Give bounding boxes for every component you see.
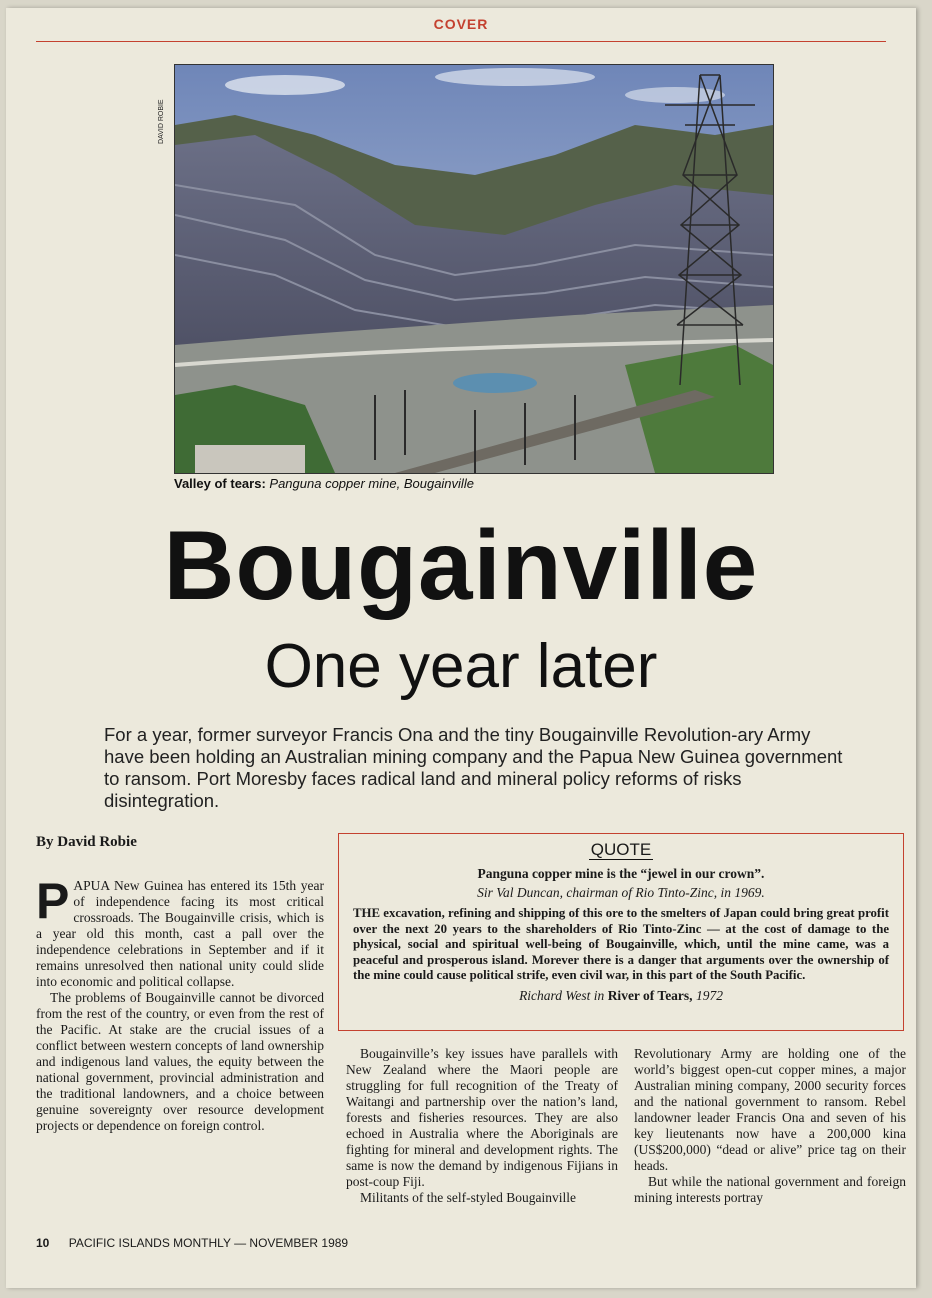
caption-lead: Valley of tears: bbox=[174, 476, 266, 491]
page-footer bbox=[36, 1236, 348, 1250]
photo-credit: DAVID ROBIE bbox=[158, 99, 165, 144]
subhead: One year later bbox=[264, 632, 658, 701]
quote-line: Panguna copper mine is the “jewel in our crown”. bbox=[477, 866, 765, 881]
byline: By David Robie bbox=[36, 834, 137, 850]
caption-text: Panguna copper mine, Bougainville bbox=[269, 476, 474, 491]
quote-attribution: Sir Val Duncan, chairman of Rio Tinto-Zinc, in 1969. bbox=[477, 885, 765, 900]
article-paragraph bbox=[36, 873, 324, 990]
quote-source-year: 1972 bbox=[695, 987, 723, 1003]
article-column-2 bbox=[346, 1046, 618, 1206]
quote-source-author: Richard West in bbox=[519, 987, 605, 1003]
quote-title-text: QUOTE bbox=[590, 840, 652, 859]
mine-photo bbox=[174, 64, 774, 474]
quote-box bbox=[338, 833, 904, 1031]
quote-title bbox=[353, 840, 889, 860]
article-paragraph: Bougainville’s key issues have parallels with New Zealand where the Maori people are struggling for full recognition of the Treaty of Waitangi and partnership over the nation’s land, forests and fisheries resources. They are also echoed in Australia where the Aboriginals are fighting for mineral and development rights. The same is now the demand by indigenous Fijians in post-coup Fiji. bbox=[346, 1046, 618, 1189]
article-paragraph: Militants of the self-styled Bougainville bbox=[360, 1190, 576, 1205]
drop-cap: P bbox=[36, 873, 70, 929]
quote-source-title: River of Tears, bbox=[607, 987, 693, 1003]
quote-source-attribution bbox=[353, 988, 889, 1004]
section-label: COVER bbox=[433, 16, 489, 32]
article-column-1 bbox=[36, 873, 324, 1134]
top-rule bbox=[36, 41, 886, 42]
mine-photo-illustration bbox=[175, 65, 773, 473]
article-column-3 bbox=[634, 1046, 906, 1206]
article-paragraph: Revolutionary Army are holding one of the world’s biggest open-cut copper mines, a major Australian mining company, 2000 security forces and the national government to ransom. Rebel landowner leader Francis Ona and seven of his key lieutenants now have a 200,000 kina (US$200,000) “dead or alive” price tag on their heads. bbox=[634, 1046, 906, 1173]
article-paragraph: But while the national government and foreign mining interests portray bbox=[634, 1174, 906, 1205]
photo-caption bbox=[174, 476, 474, 491]
magazine-page bbox=[6, 8, 916, 1288]
standfirst: For a year, former surveyor Francis Ona and the tiny Bougainville Revolution-ary Army have been holding an Australian mining company and the Papua New Guinea government to ransom. Port Moresby faces radical land and mineral policy reforms of risks disintegration. bbox=[104, 724, 843, 811]
quote-body: THE excavation, refining and shipping of this ore to the smelters of Japan could bring great profit over the next 20 years to the shareholders of Rio Tinto-Zinc — at the cost of damage to the physical, social and spiritual well-being of Bougainville, which, until the mine came, was a peaceful and prosperous island. Morever there is a danger that arguments over the ownership of the mine could cause political strife, even civil war, in this part of the South Pacific. bbox=[353, 906, 889, 982]
article-paragraph: The problems of Bougainville cannot be divorced from the rest of the country, or even from the rest of the Pacific. At stake are the crucial issues of a conflict between western concepts of land ownership and indigenous land values, the equity between the national government, provincial administration and the traditional landowners, and a choice between genuine sovereignty over resource development projects or dependence on foreign control. bbox=[36, 990, 324, 1133]
paragraph-text: APUA New Guinea has entered its 15th year of independence facing its most critical crossroads. The Bougainville crisis, which is a year old this month, cast a pall over the independence celebrations in September and if it remains unresolved then national unity could slide into economic and political collapse. bbox=[36, 878, 324, 989]
publication-info: PACIFIC ISLANDS MONTHLY — NOVEMBER 1989 bbox=[68, 1236, 349, 1250]
page-number: 10 bbox=[36, 1236, 50, 1250]
headline: Bougainville bbox=[163, 510, 759, 620]
